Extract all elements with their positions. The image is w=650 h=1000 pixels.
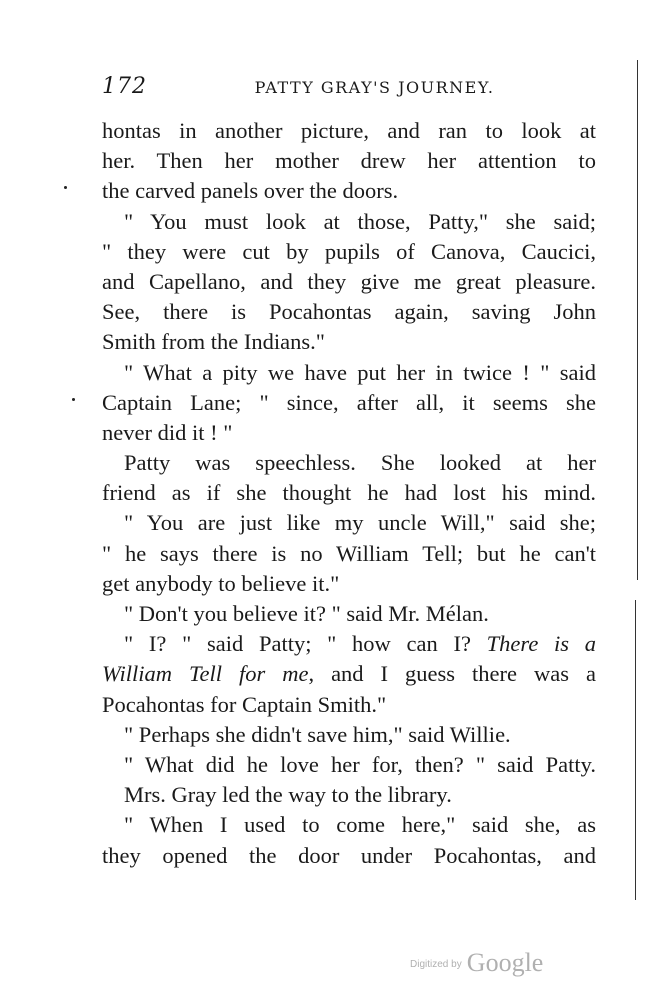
italic-text-run: William Tell for me <box>102 661 309 687</box>
text-run: , and I guess there was a <box>308 661 596 687</box>
text-line-mixed <box>102 659 596 689</box>
page-number: 172 <box>102 74 147 99</box>
text-line: Patty was speechless. She looked at her <box>124 450 596 476</box>
body-text <box>102 116 596 871</box>
text-line: " You must look at those, Patty," she said; <box>124 208 596 234</box>
google-watermark <box>410 948 543 978</box>
text-line: " Don't you believe it? " said Mr. Mélan. <box>124 601 489 626</box>
italic-text-run: There is a <box>486 631 596 657</box>
text-line: they opened the door under Pocahontas, and <box>102 842 596 868</box>
margin-speck <box>64 186 67 189</box>
text-line: friend as if she thought he had lost his mind. <box>102 480 596 506</box>
margin-speck <box>72 398 75 401</box>
text-line: Pocahontas for Captain Smith." <box>102 691 387 717</box>
text-line: Mrs. Gray led the way to the library. <box>124 782 452 808</box>
text-line: See, there is Pocahontas again, saving John <box>102 299 596 325</box>
text-line: Captain Lane; " since, after all, it seems she <box>102 389 596 415</box>
text-line: " What a pity we have put her in twice ! " said <box>124 359 596 385</box>
text-line: and Capellano, and they give me great pleasure. <box>102 268 596 294</box>
text-line: Smith from the Indians." <box>102 329 325 355</box>
text-line: " Perhaps she didn't save him," said Willie. <box>124 721 511 747</box>
text-line: " You are just like my uncle Will," said she; <box>124 510 596 536</box>
page-header <box>102 74 597 104</box>
text-run: " I? " said Patty; " how can I? <box>124 631 487 657</box>
text-line: get anybody to believe it." <box>102 570 340 596</box>
watermark-prefix: Digitized by <box>410 959 462 970</box>
watermark-brand: Google <box>466 948 544 977</box>
page-edge-rule <box>635 600 636 900</box>
text-line: never did it ! " <box>102 419 233 445</box>
text-line: " they were cut by pupils of Canova, Caucici, <box>102 238 596 264</box>
text-line: " When I used to come here," said she, as <box>124 812 596 838</box>
text-line-mixed <box>102 629 596 659</box>
text-line: " What did he love her for, then? " said Patty. <box>124 751 596 777</box>
text-line: hontas in another picture, and ran to look at <box>102 118 596 143</box>
text-line: the carved panels over the doors. <box>102 178 399 204</box>
running-title: PATTY GRAY'S JOURNEY. <box>254 78 495 97</box>
text-line: her. Then her mother drew her attention to <box>102 148 596 174</box>
text-line: " he says there is no William Tell; but he can't <box>102 540 596 566</box>
page-edge-rule <box>637 60 638 580</box>
